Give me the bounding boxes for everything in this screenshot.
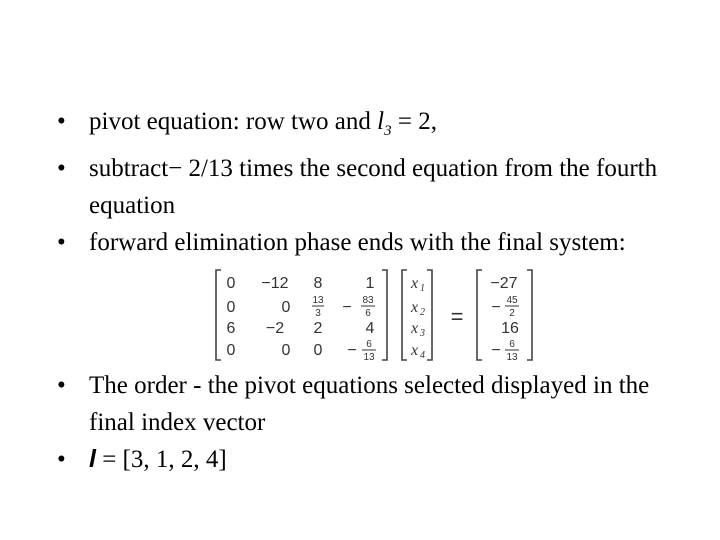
rhs-bracket-right [527,270,532,360]
matrix-cell: 2 [313,320,323,337]
variable-x: x [411,299,419,316]
bullet-text: The order - the pivot equations selected displayed in the final index vector [89,372,650,436]
fraction-denominator: 6 [365,308,371,319]
variable-subscript: 4 [420,350,425,361]
matrix-cell: −2 [265,320,285,337]
bullet-text: pivot equation: row two and [89,108,378,135]
matrix-cell: 0 [226,275,236,292]
matrix-cell: 0 [226,299,236,316]
matrix-cell: −12 [261,275,289,292]
fraction-numerator: 6 [509,339,515,350]
bullet-pivot-order [57,367,697,441]
minus-sign: − [491,299,501,316]
bullet-text: subtract− 2/13 times the second equation from the fourth equation [89,155,658,219]
bullet-marker: • [57,229,66,256]
matrix-cell: 0 [226,342,236,359]
variable-l: l [89,445,96,473]
fraction-numerator: 13 [312,295,324,306]
variable-subscript: 1 [420,283,425,294]
variable-x: x [411,320,419,337]
matrix-bracket-left [216,270,221,360]
bullet-text: = [3, 1, 2, 4] [95,446,227,473]
rhs-value: 16 [501,320,519,337]
variable-l: l [377,108,385,135]
vector-bracket-right [427,270,432,360]
fraction-denominator: 13 [363,352,375,363]
matrix-cell: 0 [281,299,291,316]
bullet-list-top [57,103,697,261]
vector-bracket-left [402,270,407,360]
subscript: 3 [384,123,392,139]
bullet-marker: • [57,446,66,473]
bullet-marker: • [57,372,66,399]
rhs-bracket-left [477,270,482,360]
bullet-subtract [57,150,697,224]
variable-x: x [411,342,419,359]
minus-sign: − [491,342,501,359]
fraction-denominator: 3 [315,308,321,319]
bullet-pivot-equation [57,103,697,150]
fraction-denominator: 13 [506,352,518,363]
matrix-cell: 4 [365,320,375,337]
minus-sign: − [347,342,357,359]
fraction-denominator: 2 [509,308,515,319]
fraction-numerator: 45 [506,295,518,306]
bullet-text-end: = 2, [391,108,437,135]
bullet-text: forward elimination phase ends with the final system: [89,229,626,256]
minus-sign: − [342,299,352,316]
variable-x: x [411,275,419,292]
rhs-value: −27 [490,275,518,292]
fraction-numerator: 83 [362,295,374,306]
fraction-numerator: 6 [366,339,372,350]
bullet-index-vector [57,441,697,478]
variable-subscript: 3 [420,328,425,339]
matrix-cell: 0 [313,342,323,359]
matrix-bracket-right [382,270,387,360]
matrix-cell: 1 [365,275,375,292]
bullet-list-bottom [57,367,697,478]
equals-sign: = [450,304,464,329]
matrix-cell: 0 [281,342,291,359]
bullet-forward-elimination [57,224,697,261]
bullet-marker: • [57,155,66,182]
matrix-equation [0,266,720,366]
matrix-cell: 6 [226,320,236,337]
bullet-marker: • [57,108,66,135]
variable-subscript: 2 [420,307,425,318]
matrix-cell: 8 [313,275,323,292]
matrix-equation-figure [0,266,720,366]
